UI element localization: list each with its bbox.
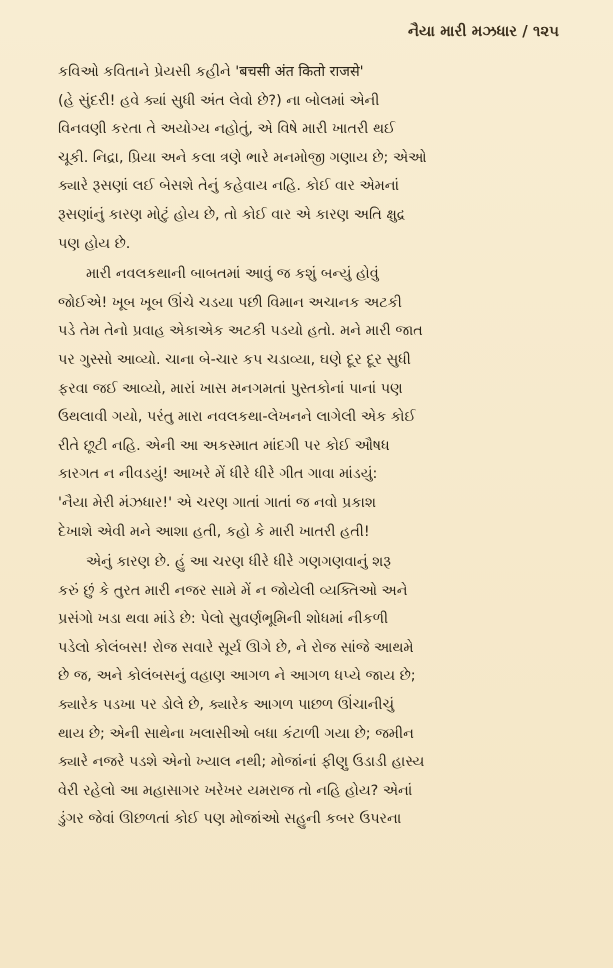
text-line: મારી નવલકથાની બાબતમાં આવું જ કશું બન્યું હોવું <box>86 266 379 283</box>
paragraph-3 <box>58 548 558 834</box>
running-head: નૈયા મારી મઝધાર / ૧૨૫ <box>407 22 559 40</box>
text-line: જોઈએ! ખૂબ ખૂબ ઊંચે ચડયા પછી વિમાન અચાનક અટકી <box>58 294 402 311</box>
text-line: ક્યારે રૂસણાં લઈ બેસશે તેનું કહેવાય નહિ. કોઈ વાર એમનાં <box>58 178 400 195</box>
text-line: દેખાશે એવી મને આશા હતી, કહો કે મારી ખાતરી હતી! <box>58 523 370 540</box>
text-line: રૂસણાંનું કારણ મોટું હોય છે, તો કોઈ વાર એ કારણ અતિ ક્ષુદ્ર <box>58 206 406 223</box>
text-line: પડેલો કોલંબસ! રોજ સવારે સૂર્ય ઊગે છે, ને રોજ સાંજે આથમે <box>58 639 414 656</box>
text-line: (હે સુંદરી! હવે ક્યાં સુધી અંત લેવો છે?) ના બોલમાં એની <box>58 92 380 109</box>
text-line: 'નૈયા મેરી મંઝધાર!' એ ચરણ ગાતાં ગાતાં જ નવો પ્રકાશ <box>58 494 376 511</box>
text-line: પ્રસંગો ખડા થવા માંડે છે: પેલો સુવર્ણભૂમિની શોધમાં નીકળી <box>58 611 389 628</box>
text-line: કરું છું કે તુરત મારી નજર સામે મેં ન જોયેલી વ્યક્તિઓ અને <box>58 582 408 599</box>
text-line: ક્યારેક પડખા પર ડોલે છે, ક્યારેક આગળ પાછળ ઊંચાનીચું <box>58 697 395 714</box>
text-line: ક્યારે નજરે પડશે એનો ખ્યાલ નથી; મોજાંનાં ફીણુ ઉડાડી હાસ્ય <box>58 754 425 771</box>
text-line: પડે તેમ તેનો પ્રવાહ એકાએક અટકી પડયો હતો. મને મારી જાત <box>58 323 423 340</box>
text-line: ડુંગર જેવાં ઊછળતાં કોઈ પણ મોજાંઓ સહુની કબર ઉપરના <box>58 811 402 828</box>
text-line: પર ગુસ્સો આવ્યો. ચાના બે-ચાર કપ ચડાવ્યા, ઘણે દૂર દૂર સુધી <box>58 351 411 368</box>
paragraph-2 <box>58 260 558 546</box>
paragraph-1 <box>58 58 558 258</box>
text-line: થાય છે; એની સાથેના ખલાસીઓ બધા કંટાળી ગયા છે; જમીન <box>58 725 414 742</box>
text-line: ફરવા જઈ આવ્યો, મારાં ખાસ મનગમતાં પુસ્તકોનાં પાનાં પણ <box>58 380 403 397</box>
text-line: રીતે છૂટી નહિ. એની આ અકસ્માત માંદગી પર કોઈ ઔષધ <box>58 437 390 454</box>
text-line: વિનવણી કરતા તે અયોગ્ય નહોતું, એ વિષે મારી ખાતરી થઈ <box>58 121 396 138</box>
text-line: ચૂકી. નિદ્રા, પ્રિયા અને કલા ત્રણે ભારે મનમોજી ગણાય છે; એઓ <box>58 149 427 166</box>
text-line: છે જ, અને કોલંબસનું વહાણ આગળ ને આગળ ધપ્યે જાય છે; <box>58 668 416 685</box>
text-line: વેરી રહેલો આ મહાસાગર ખરેખર યમરાજ તો નહિ હોય? એનાં <box>58 782 413 799</box>
text-line: કારગત ન નીવડયું! આખરે મેં ધીરે ધીરે ગીત ગાવા માંડયું: <box>58 466 378 483</box>
text-line: પણ હોય છે. <box>58 235 131 252</box>
text-line: એનું કારણ છે. હું આ ચરણ ધીરે ધીરે ગણગણવાનું શરૂ <box>86 554 391 571</box>
text-line: ઉથલાવી ગયો, પરંતુ મારા નવલકથા-લેખનને લાગેલી એક કોઈ <box>58 409 416 426</box>
body-text <box>58 58 558 836</box>
text-line: કવિઓ કવિતાને પ્રેયસી કહીને 'बचसी अंत कितो राजसे' <box>58 64 364 80</box>
